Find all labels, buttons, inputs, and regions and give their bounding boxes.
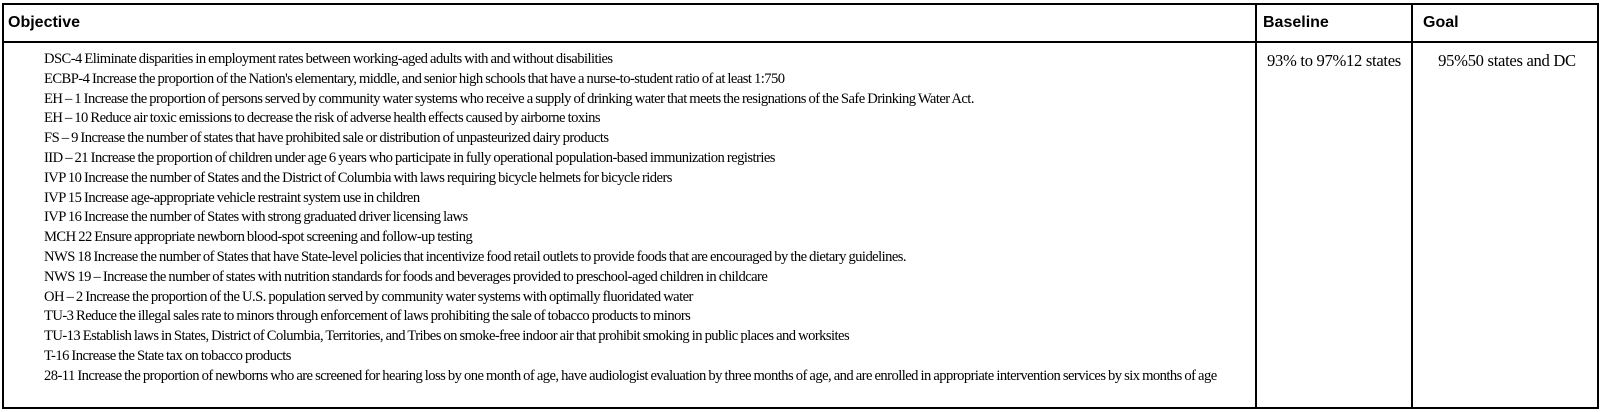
list-item: IVP 15 Increase age-appropriate vehicle restraint system use in children <box>44 189 420 206</box>
list-item: 28-11 Increase the proportion of newborns who are screened for hearing loss by one month of age, have audiologist evaluation by three months of age, and are enrolled in appropriate intervention services by six months of age <box>44 367 1217 384</box>
baseline-value: 93% to 97%12 states <box>1267 51 1401 70</box>
list-item: EH – 1 Increase the proportion of persons served by community water systems who receive a supply of drinking water that meets the resignations of the Safe Drinking Water Act. <box>44 90 974 107</box>
list-item: EH – 10 Reduce air toxic emissions to decrease the risk of adverse health effects caused by airborne toxins <box>44 110 600 127</box>
objectives-table <box>2 3 1599 409</box>
table-row <box>3 42 1598 408</box>
goal-cell <box>1412 42 1598 408</box>
header-row <box>3 4 1598 42</box>
goal-value: 95%50 states and DC <box>1438 51 1576 70</box>
list-item: TU-3 Reduce the illegal sales rate to minors through enforcement of laws prohibiting the sale of tobacco products to minors <box>44 308 691 325</box>
baseline-header: Baseline <box>1256 4 1412 42</box>
list-item: IID – 21 Increase the proportion of children under age 6 years who participate in fully operational population-based immunization registries <box>44 149 775 166</box>
list-item: NWS 19 – Increase the number of states with nutrition standards for foods and beverages provided to preschool-aged children in childcare <box>44 268 768 285</box>
list-item: IVP 10 Increase the number of States and the District of Columbia with laws requiring bicycle helmets for bicycle riders <box>44 169 672 186</box>
objective-list <box>4 43 1255 387</box>
baseline-cell <box>1256 42 1412 408</box>
list-item: TU-13 Establish laws in States, District of Columbia, Territories, and Tribes on smoke-free indoor air that prohibit smoking in public places and worksites <box>44 328 850 345</box>
goal-header: Goal <box>1412 4 1598 42</box>
list-item: T-16 Increase the State tax on tobacco products <box>44 347 291 364</box>
list-item: DSC-4 Eliminate disparities in employment rates between working-aged adults with and without disabilities <box>44 51 613 67</box>
list-item: ECBP-4 Increase the proportion of the Nation's elementary, middle, and senior high schools that have a nurse-to-student ratio of at least 1:750 <box>44 70 785 87</box>
list-item: NWS 18 Increase the number of States that have State-level policies that incentivize food retail outlets to provide foods that are encouraged by the dietary guidelines. <box>44 248 907 265</box>
list-item: IVP 16 Increase the number of States with strong graduated driver licensing laws <box>44 209 468 226</box>
list-item: FS – 9 Increase the number of states that have prohibited sale or distribution of unpasteurized dairy products <box>44 130 609 147</box>
objective-header: Objective <box>3 4 1256 42</box>
list-item: OH – 2 Increase the proportion of the U.S. population served by community water systems with optimally fluoridated water <box>44 288 693 305</box>
objective-cell <box>3 42 1256 408</box>
list-item: MCH 22 Ensure appropriate newborn blood-spot screening and follow-up testing <box>44 229 473 246</box>
